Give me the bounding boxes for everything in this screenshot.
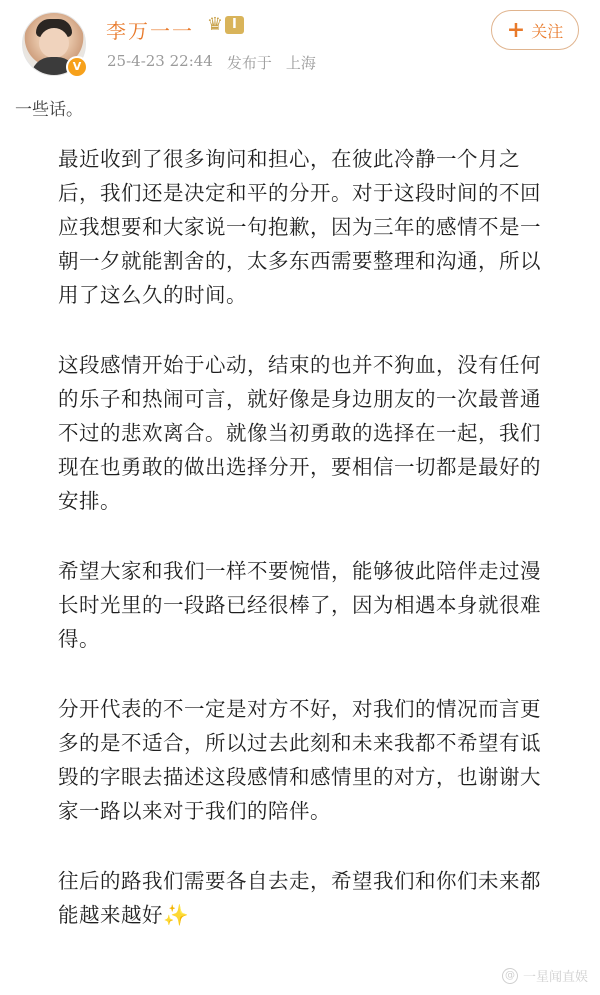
letter-body (58, 142, 548, 932)
vip-level-badge[interactable] (203, 14, 244, 36)
follow-button[interactable] (491, 10, 579, 50)
sparkle-icon: ✨ (163, 903, 190, 927)
post-location: 上海 (285, 54, 316, 72)
author-name[interactable]: 李万一一 (106, 19, 194, 43)
post-timestamp: 25-4-23 22:44 (107, 52, 213, 70)
follow-label: 关注 (531, 21, 564, 41)
post-header (0, 0, 600, 90)
crown-icon: ♛ (206, 14, 224, 35)
paragraph-5-text: 往后的路我们需要各自去走，希望我们和你们未来都能越来越好 (58, 869, 541, 927)
verified-v-icon: V (66, 56, 88, 78)
paragraph-5 (58, 864, 548, 932)
watermark-text: 一星闻直娱 (522, 970, 588, 985)
avatar-face (39, 28, 69, 58)
paragraph-2: 这段感情开始于心动，结束的也并不狗血，没有任何的乐子和热闹可言，就好像是身边朋友的一次最普通不过的悲欢离合。就像当初勇敢的选择在一起，我们现在也勇敢的做出选择分开，要相信一切都是最好的安排。 (58, 353, 541, 513)
post-meta (107, 52, 316, 73)
paragraph-1: 最近收到了很多询问和担心，在彼此冷静一个月之后，我们还是决定和平的分开。对于这段时间的不回应我想要和大家说一句抱歉，因为三年的感情不是一朝一夕就能割舍的，太多东西需要整理和沟通，所以用了这么久的时间。 (58, 147, 541, 307)
vip-level: I (225, 16, 244, 34)
watermark (502, 966, 588, 985)
post-source: 发布于 (226, 54, 272, 72)
circle-at-icon: @ (502, 968, 518, 984)
paragraph-3: 希望大家和我们一样不要惋惜，能够彼此陪伴走过漫长时光里的一段路已经很棒了，因为相遇本身就很难得。 (58, 559, 541, 651)
plus-icon: + (506, 17, 526, 43)
paragraph-4: 分开代表的不一定是对方不好，对我们的情况而言更多的是不适合，所以过去此刻和未来我都不希望有诋毁的字眼去描述这段感情和感情里的对方，也谢谢大家一路以来对于我们的陪伴。 (58, 697, 541, 823)
greeting-text: 一些话。 (15, 100, 83, 120)
